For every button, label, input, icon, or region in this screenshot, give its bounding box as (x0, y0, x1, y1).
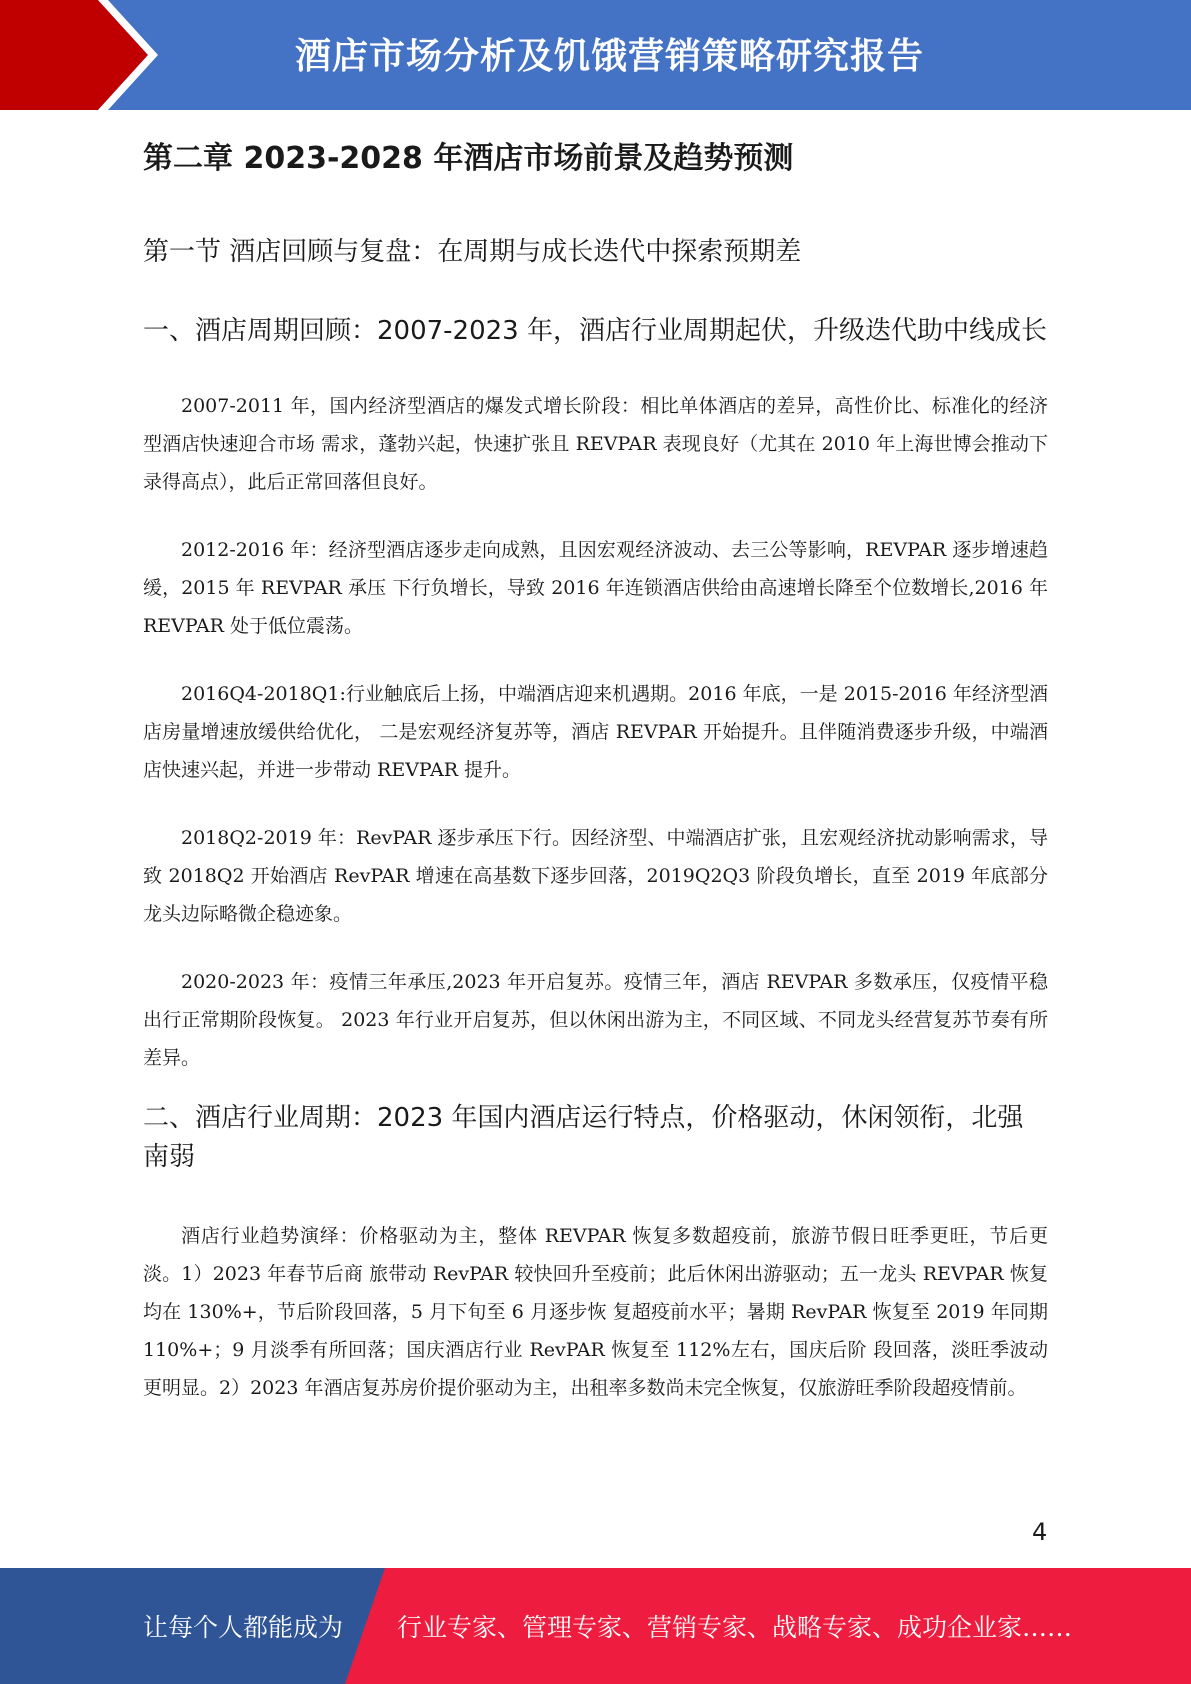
footer-slogan-left: 让每个人都能成为 (143, 1613, 344, 1642)
page-footer (0, 1568, 1191, 1684)
chapter-title: 第二章 2023-2028 年酒店市场前景及趋势预测 (143, 141, 794, 176)
section-title: 第一节 酒店回顾与复盘：在周期与成长迭代中探索预期差 (143, 237, 802, 267)
paragraph: 2007-2011 年，国内经济型酒店的爆发式增长阶段：相比单体酒店的差异，高性价比、标准化的经济型酒店快速迎合市场 需求，蓬勃兴起，快速扩张且 REVPAR 表现良好（尤其在 2010 年上海世博会推动下录得高点），此后正常回落但良好。 (143, 395, 1048, 493)
page-header (0, 0, 1191, 110)
subsection-title-2: 二、酒店行业周期：2023 年国内酒店运行特点，价格驱动，休闲领衔，北强南弱 (143, 1103, 1024, 1172)
paragraph: 2012-2016 年：经济型酒店逐步走向成熟，且因宏观经济波动、去三公等影响，REVPAR 逐步增速趋缓，2015 年 REVPAR 承压 下行负增长，导致 2016 年连锁酒店供给由高速增长降至个位数增长,2016 年 REVPAR 处于低位震荡。 (143, 539, 1048, 637)
page-content (143, 136, 1048, 1407)
header-red-arrow (0, 0, 148, 110)
footer-slogan-right: 行业专家、管理专家、营销专家、战略专家、成功企业家…… (397, 1613, 1073, 1642)
paragraph: 2018Q2-2019 年：RevPAR 逐步承压下行。因经济型、中端酒店扩张，且宏观经济扰动影响需求，导致 2018Q2 开始酒店 RevPAR 增速在高基数下逐步回落，2019Q2Q3 阶段负增长，直至 2019 年底部分龙头边际略微企稳迹象。 (143, 827, 1048, 925)
subsection-title-1: 一、酒店周期回顾：2007-2023 年，酒店行业周期起伏，升级迭代助中线成长 (143, 316, 1047, 346)
paragraph: 酒店行业趋势演绎：价格驱动为主，整体 REVPAR 恢复多数超疫前，旅游节假日旺季更旺，节后更淡。1）2023 年春节后商 旅带动 RevPAR 较快回升至疫前；此后休闲出游驱动；五一龙头 REVPAR 恢复均在 130%+，节后阶段回落，5 月下旬至 6 月逐步恢 复超疫前水平；暑期 RevPAR 恢复至 2019 年同期 110%+；9 月淡季有所回落；国庆酒店行业 RevPAR 恢复至 112%左右，国庆后阶 段回落，淡旺季波动更明显。2）2023 年酒店复苏房价提价驱动为主，出租率多数尚未完全恢复，仅旅游旺季阶段超疫情前。 (143, 1225, 1048, 1399)
paragraph: 2020-2023 年：疫情三年承压,2023 年开启复苏。疫情三年，酒店 REVPAR 多数承压，仅疫情平稳出行正常期阶段恢复。 2023 年行业开启复苏，但以休闲出游为主，不同区域、不同龙头经营复苏节奏有所差异。 (143, 971, 1048, 1069)
page-number: 4 (1032, 1518, 1048, 1546)
report-title: 酒店市场分析及饥饿营销策略研究报告 (295, 36, 925, 77)
paragraph: 2016Q4-2018Q1:行业触底后上扬，中端酒店迎来机遇期。2016 年底，一是 2015-2016 年经济型酒店房量增速放缓供给优化， 二是宏观经济复苏等，酒店 REVPAR 开始提升。且伴随消费逐步升级，中端酒店快速兴起，并进一步带动 REVPAR 提升。 (143, 683, 1048, 781)
